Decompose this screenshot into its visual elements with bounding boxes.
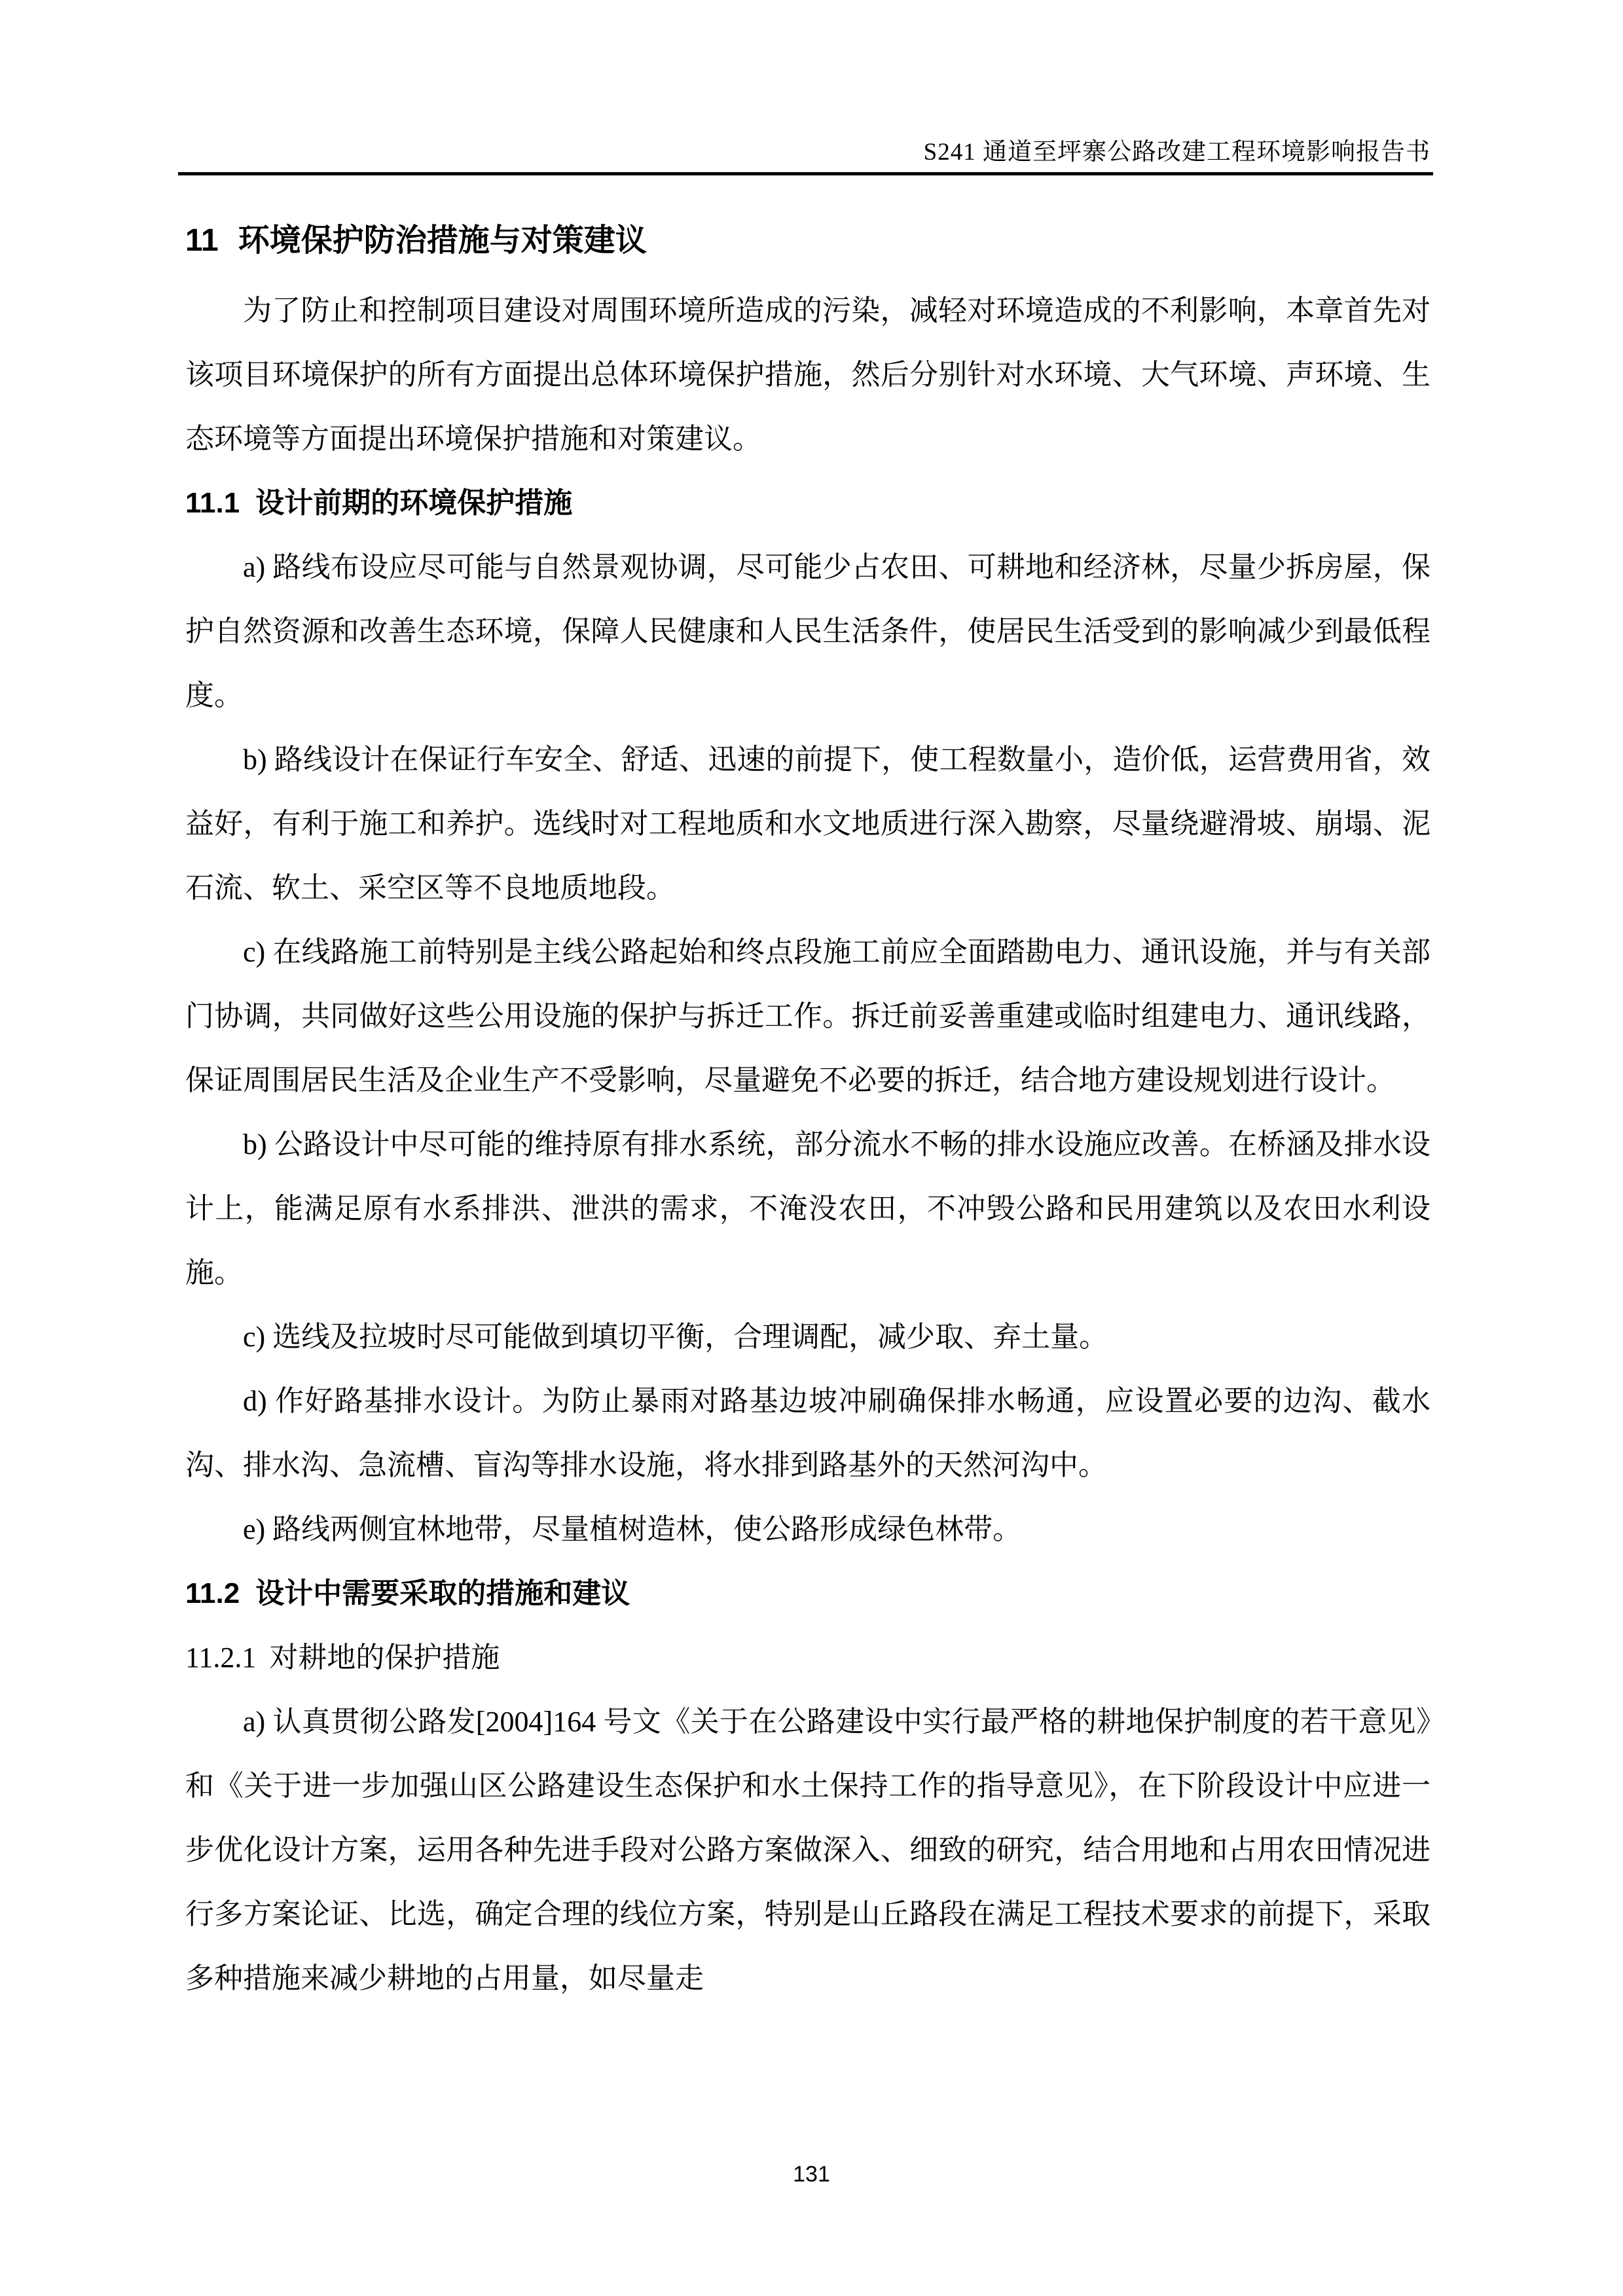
subsection-11-2-1-number: 11.2.1 [185, 1641, 257, 1674]
measure-item-b2: b) 公路设计中尽可能的维持原有排水系统，部分流水不畅的排水设施应改善。在桥涵及排水设计上，能满足原有水系排洪、泄洪的需求，不淹没农田，不冲毁公路和民用建筑以及农田水利设施。 [185, 1128, 1431, 1289]
page-body [185, 0, 1431, 2011]
measure-item-d: d) 作好路基排水设计。为防止暴雨对路基边坡冲刷确保排水畅通，应设置必要的边沟、截水沟、排水沟、急流槽、盲沟等排水设施，将水排到路基外的天然河沟中。 [185, 1385, 1431, 1481]
chapter-number: 11 [185, 223, 219, 258]
chapter-heading [185, 211, 1431, 271]
farmland-protection-item-a: a) 认真贯彻公路发[2004]164 号文《关于在公路建设中实行最严格的耕地保护制度的若干意见》和《关于进一步加强山区公路建设生态保护和水土保持工作的指导意见》，在下阶段设计中应进一步优化设计方案，运用各种先进手段对公路方案做深入、细致的研究，结合用地和占用农田情况进行多方案论证、比选，确定合理的线位方案，特别是山丘路段在满足工程技术要求的前提下，采取多种措施来减少耕地的占用量，如尽量走 [185, 1706, 1431, 1994]
measure-item-c: c) 在线路施工前特别是主线公路起始和终点段施工前应全面踏勘电力、通讯设施，并与有关部门协调，共同做好这些公用设施的保护与拆迁工作。拆迁前妥善重建或临时组建电力、通讯线路，保证周围居民生活及企业生产不受影响，尽量避免不必要的拆迁，结合地方建设规划进行设计。 [185, 936, 1431, 1096]
measure-item-c2: c) 选线及拉坡时尽可能做到填切平衡，合理调配，减少取、弃土量。 [243, 1321, 1108, 1353]
measure-item-a: a) 路线布设应尽可能与自然景观协调，尽可能少占农田、可耕地和经济林，尽量少拆房屋，保护自然资源和改善生态环境，保障人民健康和人民生活条件，使居民生活受到的影响减少到最低程度。 [185, 551, 1431, 711]
section-11-2-title: 设计中需要采取的措施和建议 [255, 1577, 630, 1609]
page-number: 131 [793, 2162, 830, 2187]
chapter-title: 环境保护防治措施与对策建议 [238, 223, 647, 258]
measure-item-b: b) 路线设计在保证行车安全、舒适、迅速的前提下，使工程数量小，造价低，运营费用省，效益好，有利于施工和养护。选线时对工程地质和水文地质进行深入勘察，尽量绕避滑坡、崩塌、泥石流、软土、采空区等不良地质地段。 [185, 744, 1431, 904]
section-11-1-title: 设计前期的环境保护措施 [255, 487, 573, 519]
subsection-11-2-1-title: 对耕地的保护措施 [269, 1641, 500, 1674]
section-11-1-heading [185, 471, 1431, 535]
section-11-2-heading [185, 1562, 1431, 1626]
intro-paragraph: 为了防止和控制项目建设对周围环境所造成的污染，减轻对环境造成的不利影响，本章首先对该项目环境保护的所有方面提出总体环境保护措施，然后分别针对水环境、大气环境、声环境、生态环境等方面提出环境保护措施和对策建议。 [185, 295, 1431, 455]
measure-item-e: e) 路线两侧宜林地带，尽量植树造林，使公路形成绿色林带。 [243, 1513, 1022, 1545]
section-11-1-number: 11.1 [185, 487, 240, 519]
running-header-title: S241 通道至坪寨公路改建工程环境影响报告书 [923, 139, 1431, 166]
subsection-11-2-1-heading [185, 1626, 1431, 1690]
section-11-2-number: 11.2 [185, 1577, 240, 1609]
